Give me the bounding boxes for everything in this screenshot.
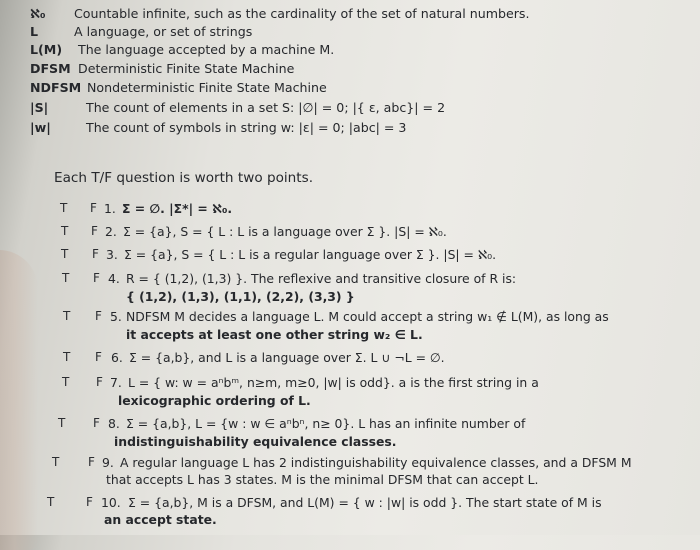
question-text: Σ = ∅. |Σ*| = ℵ₀. <box>122 201 233 216</box>
true-option[interactable]: T <box>61 247 69 261</box>
question-8 <box>108 416 525 431</box>
false-option[interactable]: F <box>93 271 100 285</box>
true-option[interactable]: T <box>63 309 71 323</box>
def-text: The count of elements in a set S: |∅| = 0; |{ ε, abc}| = 2 <box>86 100 446 115</box>
def-dfsm <box>30 61 294 76</box>
def-lm <box>30 42 334 57</box>
question-number: 1. <box>104 201 116 216</box>
true-option[interactable]: T <box>52 455 60 469</box>
question-10 <box>101 495 602 510</box>
question-9-continued: that accepts L has 3 states. M is the minimal DFSM that can accept L. <box>106 472 539 487</box>
question-number: 2. <box>105 224 117 239</box>
question-number: 8. <box>108 416 120 431</box>
question-text: R = { (1,2), (1,3) }. The reflexive and transitive closure of R is: <box>126 271 517 286</box>
question-text: Σ = {a,b}, and L is a language over Σ. L ∪ ¬L = ∅. <box>129 350 445 365</box>
question-10-continued: an accept state. <box>104 512 217 527</box>
question-6 <box>111 350 445 365</box>
question-5 <box>110 309 609 324</box>
def-symbol: NDFSM <box>30 80 82 95</box>
question-number: 3. <box>106 247 118 262</box>
instructions: Each T/F question is worth two points. <box>54 170 314 186</box>
question-number: 7. <box>110 375 122 390</box>
false-option[interactable]: F <box>88 455 95 469</box>
question-number: 5. <box>110 309 122 324</box>
question-4 <box>108 271 516 286</box>
question-4-continued: { (1,2), (1,3), (1,1), (2,2), (3,3) } <box>126 289 355 304</box>
def-string-count <box>30 120 406 135</box>
true-option[interactable]: T <box>47 495 55 509</box>
def-symbol: ℵ₀ <box>30 6 46 21</box>
def-symbol: L(M) <box>30 42 63 57</box>
true-option[interactable]: T <box>60 201 68 215</box>
true-option[interactable]: T <box>58 416 66 430</box>
def-aleph <box>30 6 529 21</box>
false-option[interactable]: F <box>95 350 102 364</box>
def-ndfsm <box>30 80 327 95</box>
thumb-shadow <box>0 250 38 550</box>
question-text: Σ = {a}, S = { L : L is a regular language over Σ }. |S| = ℵ₀. <box>124 247 497 262</box>
question-text: Σ = {a,b}, M is a DFSM, and L(M) = { w : |w| is odd }. The start state of M is <box>128 495 602 510</box>
question-number: 10. <box>101 495 121 510</box>
false-option[interactable]: F <box>92 247 99 261</box>
question-1 <box>104 201 232 216</box>
question-9 <box>102 455 632 470</box>
def-text: Countable infinite, such as the cardinality of the set of natural numbers. <box>74 6 530 21</box>
true-option[interactable]: T <box>62 271 70 285</box>
false-option[interactable]: F <box>96 375 103 389</box>
question-7 <box>110 375 539 390</box>
true-option[interactable]: T <box>61 224 69 238</box>
def-symbol: |w| <box>30 120 51 135</box>
def-text: A language, or set of strings <box>74 24 253 39</box>
question-number: 9. <box>102 455 114 470</box>
def-text: Deterministic Finite State Machine <box>78 61 295 76</box>
question-text: Σ = {a,b}, L = {w : w ∈ aⁿbⁿ, n≥ 0}. L has an infinite number of <box>126 416 526 431</box>
def-language <box>30 24 252 39</box>
false-option[interactable]: F <box>91 224 98 238</box>
question-number: 4. <box>108 271 120 286</box>
false-option[interactable]: F <box>86 495 93 509</box>
false-option[interactable]: F <box>95 309 102 323</box>
def-symbol: DFSM <box>30 61 71 76</box>
def-set-count <box>30 100 445 115</box>
def-text: Nondeterministic Finite State Machine <box>87 80 327 95</box>
def-symbol: L <box>30 24 39 39</box>
false-option[interactable]: F <box>93 416 100 430</box>
question-3 <box>106 247 496 262</box>
question-2 <box>105 224 447 239</box>
question-7-continued: lexicographic ordering of L. <box>118 393 311 408</box>
question-text: A regular language L has 2 indistinguishability equivalence classes, and a DFSM M <box>120 455 632 470</box>
question-text: Σ = {a}, S = { L : L is a language over Σ }. |S| = ℵ₀. <box>123 224 447 239</box>
question-text: NDFSM M decides a language L. M could accept a string w₁ ∉ L(M), as long as <box>126 309 609 324</box>
true-option[interactable]: T <box>62 375 70 389</box>
def-text: The language accepted by a machine M. <box>78 42 335 57</box>
true-option[interactable]: T <box>63 350 71 364</box>
def-text: The count of symbols in string w: |ε| = 0; |abc| = 3 <box>86 120 407 135</box>
def-symbol: |S| <box>30 100 49 115</box>
false-option[interactable]: F <box>90 201 97 215</box>
question-number: 6. <box>111 350 123 365</box>
question-5-continued: it accepts at least one other string w₂ ∈ L. <box>126 327 423 342</box>
question-8-continued: indistinguishability equivalence classes. <box>114 434 397 449</box>
question-text: L = { w: w = aⁿbᵐ, n≥m, m≥0, |w| is odd}. a is the first string in a <box>128 375 539 390</box>
